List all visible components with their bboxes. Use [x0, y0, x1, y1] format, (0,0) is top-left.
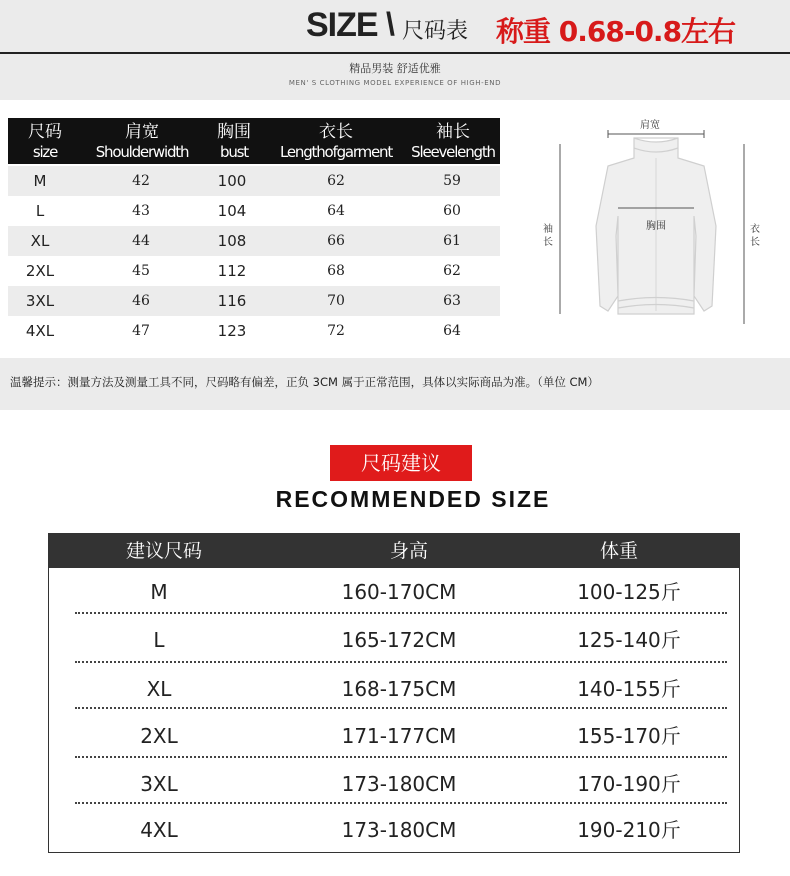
table-row: [8, 166, 500, 196]
cell-sleeve: 59: [443, 173, 461, 189]
table-row: [49, 712, 739, 760]
column-header-en: Sleevelength: [411, 143, 495, 161]
column-header-en: size: [32, 143, 58, 161]
size-title: SIZE: [306, 6, 378, 44]
subheader-subtitle: MEN' S CLOTHING MODEL EXPERIENCE OF HIGH-END: [288, 79, 502, 87]
cell-sleeve: 62: [443, 263, 461, 279]
cell-height: 160-170CM: [341, 580, 457, 604]
cell-length: 68: [327, 263, 345, 279]
column-header-length: [266, 118, 406, 164]
table-row: [49, 616, 739, 664]
cell-length: 70: [327, 293, 345, 309]
size-table-header: [8, 118, 500, 164]
cell-size: 3XL: [140, 772, 178, 796]
recommend-table-header: [49, 534, 739, 568]
column-header-bust: [202, 118, 266, 164]
cell-bust: 104: [217, 202, 247, 220]
cell-height: 168-175CM: [341, 677, 457, 701]
cell-size: M: [33, 172, 47, 190]
column-header-size: 建议尺码: [125, 540, 202, 562]
table-row: [49, 806, 739, 854]
column-header-en: Shoulderwidth: [95, 143, 189, 161]
cell-bust: 108: [217, 232, 247, 250]
cell-height: 173-180CM: [341, 818, 457, 842]
length-label-2: 长: [750, 237, 760, 248]
table-row: [8, 226, 500, 256]
column-header-cn: 尺码: [28, 122, 62, 142]
column-header-size: [8, 118, 82, 164]
sleeve-label-1: 袖: [543, 224, 553, 235]
cell-weight: 100-125斤: [577, 580, 681, 604]
recommend-title: RECOMMENDED SIZE: [275, 486, 551, 512]
cell-weight: 190-210斤: [577, 818, 681, 842]
cell-sleeve: 61: [443, 233, 461, 249]
cell-height: 173-180CM: [341, 772, 457, 796]
cell-size: L: [35, 202, 45, 220]
table-row: [8, 196, 500, 226]
cell-bust: 123: [217, 322, 247, 340]
table-row: [49, 665, 739, 713]
column-header-shoulder: [82, 118, 202, 164]
column-header-cn: 衣长: [319, 122, 353, 142]
cell-bust: 112: [217, 262, 247, 280]
column-header-en: bust: [220, 143, 248, 161]
cell-height: 171-177CM: [341, 724, 457, 748]
cell-shoulder: 44: [132, 233, 150, 249]
cell-size: M: [150, 580, 168, 604]
size-title-cn: 尺码表: [402, 19, 469, 44]
cell-bust: 100: [217, 172, 247, 190]
column-header-cn: 袖长: [436, 122, 470, 142]
column-header-cn: 肩宽: [125, 122, 159, 142]
column-header-en: Lengthofgarment: [279, 143, 393, 161]
table-row: [8, 256, 500, 286]
table-row: [49, 568, 739, 616]
cell-bust: 116: [217, 292, 247, 310]
row-divider: [75, 612, 727, 614]
cell-shoulder: 45: [132, 263, 150, 279]
garment-diagram: [538, 116, 770, 326]
cell-shoulder: 43: [132, 203, 150, 219]
cell-size: 2XL: [140, 724, 178, 748]
cell-weight: 140-155斤: [577, 677, 681, 701]
cell-length: 72: [327, 323, 345, 339]
recommend-badge: 尺码建议: [330, 445, 472, 481]
cell-length: 66: [327, 233, 345, 249]
cell-shoulder: 47: [132, 323, 150, 339]
column-header-sleeve: [406, 118, 500, 164]
table-row: [8, 316, 500, 346]
cell-sleeve: 63: [443, 293, 461, 309]
row-divider: [75, 707, 727, 709]
row-divider: [75, 802, 727, 804]
bust-label: 胸围: [646, 221, 666, 232]
subheader-title: 精品男装 舒适优雅: [349, 62, 441, 75]
column-header-height: 身高: [389, 540, 428, 562]
cell-shoulder: 46: [132, 293, 150, 309]
cell-weight: 125-140斤: [577, 628, 681, 652]
cell-weight: 170-190斤: [577, 772, 681, 796]
cell-shoulder: 42: [132, 173, 150, 189]
cell-size: 2XL: [25, 262, 55, 280]
table-row: [49, 760, 739, 808]
row-divider: [75, 661, 727, 663]
cell-height: 165-172CM: [341, 628, 457, 652]
measurement-note: 温馨提示：测量方法及测量工具不同，尺码略有偏差，正负 3CM 属于正常范围，具体以实际商品为准。（单位 CM）: [10, 375, 599, 389]
column-header-weight: 体重: [599, 540, 638, 562]
cell-size: XL: [146, 677, 172, 701]
cell-size: 4XL: [25, 322, 55, 340]
recommend-table: [48, 533, 740, 853]
sleeve-label-2: 长: [543, 237, 553, 248]
cell-length: 64: [327, 203, 345, 219]
weight-note: 称重 0.68-0.8左右: [496, 15, 736, 48]
cell-length: 62: [327, 173, 345, 189]
cell-size: 3XL: [25, 292, 55, 310]
column-header-cn: 胸围: [217, 122, 251, 142]
cell-weight: 155-170斤: [577, 724, 681, 748]
length-label-1: 衣: [750, 224, 760, 235]
cell-size: 4XL: [140, 818, 178, 842]
shoulder-label: 肩宽: [640, 120, 660, 131]
cell-size: L: [153, 628, 165, 652]
table-row: [8, 286, 500, 316]
size-title-separator: \: [386, 6, 395, 42]
cell-sleeve: 60: [443, 203, 461, 219]
cell-size: XL: [30, 232, 50, 250]
cell-sleeve: 64: [443, 323, 461, 339]
row-divider: [75, 756, 727, 758]
